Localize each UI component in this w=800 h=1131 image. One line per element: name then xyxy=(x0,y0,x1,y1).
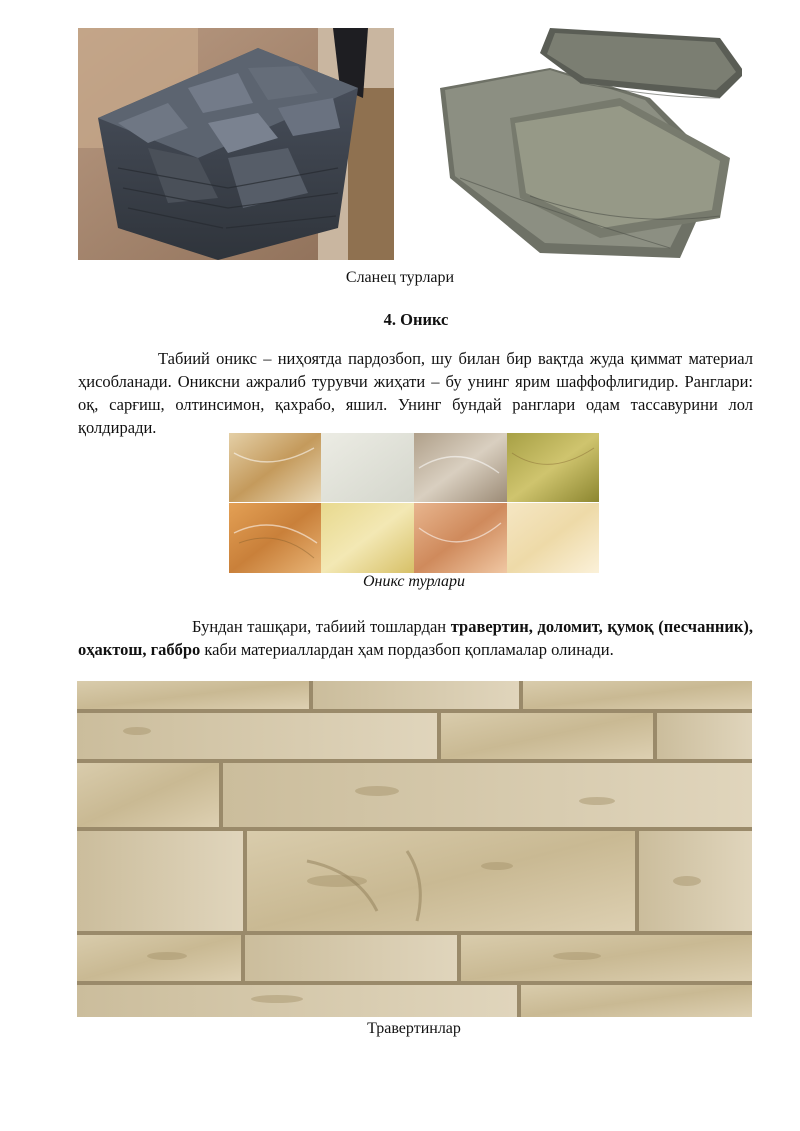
travertine-wall-photo xyxy=(77,681,752,1017)
travertine-paragraph-rest: каби материаллардан ҳам пордазбоп қопламалар олинади. xyxy=(200,640,614,659)
travertine-caption: Травертинлар xyxy=(367,1020,461,1037)
slate-stack-photo xyxy=(78,28,394,260)
onyx-paragraph xyxy=(78,347,753,439)
onyx-swatch-grid xyxy=(229,433,599,573)
onyx-paragraph-text: Табиий оникс – ниҳоятда пардозбоп, шу билан бир вақтда жуда қиммат материал ҳисобланади. Ониксни ажралиб турувчи жиҳати – бу унинг ярим шаффофлигидир. Ранглари: оқ, сарғиш, олтинсимон, қахрабо, яшил. Унинг бундай ранглари одам тассавурини лол қолдиради. xyxy=(78,349,753,437)
travertine-paragraph xyxy=(78,615,753,661)
travertine-paragraph-bold: травертин, доломит, қумоқ (песчанник), оҳактош, габбро xyxy=(78,617,753,659)
onyx-caption: Оникс турлари xyxy=(362,573,466,590)
slate-slabs-photo xyxy=(420,28,742,260)
travertine-paragraph-intro: Бундан ташқари, табиий тошлардан xyxy=(192,617,451,636)
slate-caption: Сланец турлари xyxy=(345,269,455,286)
section-heading: 4. Оникс xyxy=(383,310,449,329)
